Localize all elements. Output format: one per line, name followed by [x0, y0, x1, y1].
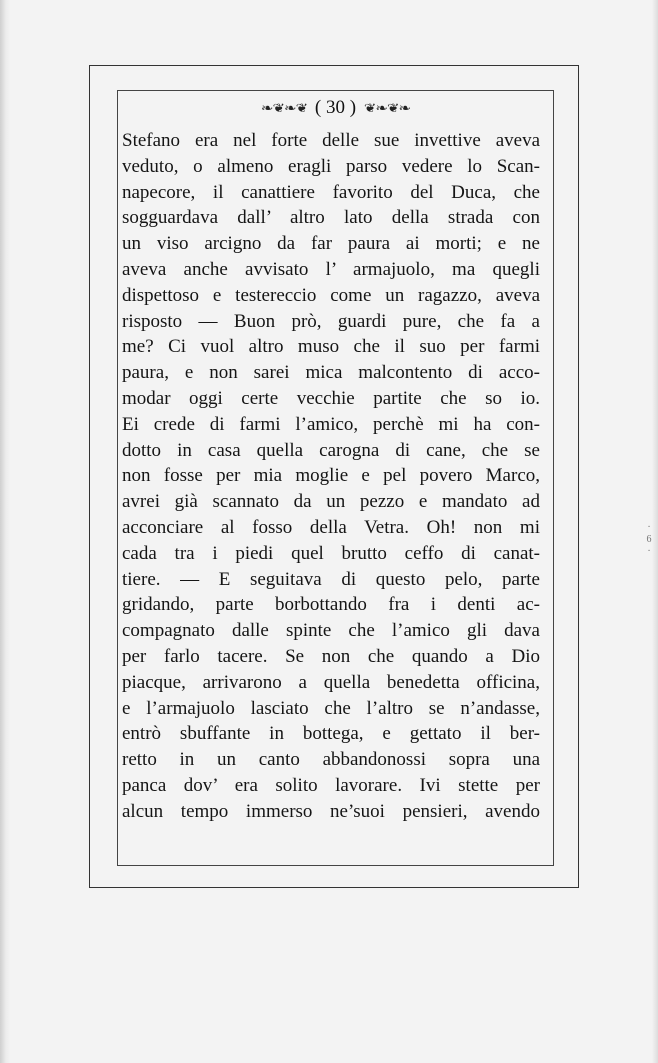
text-line: piacque, arrivarono a quella benedetta officina,: [122, 671, 540, 693]
text-line: tiere. — E seguitava di questo pelo, parte: [122, 568, 540, 590]
text-line: dispettoso e testereccio come un ragazzo, aveva: [122, 284, 540, 306]
margin-mark-char: 6: [646, 534, 652, 545]
text-line: retto in un canto abbandonossi sopra una: [122, 749, 540, 771]
text-line: gridando, parte borbottando fra i denti ac-: [122, 594, 540, 616]
text-line: alcun tempo immerso ne’suoi pensieri, avendo: [122, 800, 540, 822]
text-line: napecore, il canattiere favorito del Duca, che: [122, 181, 540, 203]
text-line: me? Ci vuol altro muso che il suo per farmi: [122, 336, 540, 358]
text-line: cada tra i piedi quel brutto ceffo di canat-: [122, 542, 540, 564]
margin-mark: [644, 522, 654, 558]
text-line: Ei crede di farmi l’amico, perchè mi ha con-: [122, 413, 540, 435]
page-number: ( 30 ): [314, 97, 357, 118]
margin-mark-char: ·: [647, 522, 651, 533]
text-line: entrò sbuffante in bottega, e gettato il ber-: [122, 723, 540, 745]
text-line: un viso arcigno da far paura ai morti; e ne: [122, 233, 540, 255]
text-line: e l’armajuolo lasciato che l’altro se n’andasse,: [122, 697, 540, 719]
text-line: avrei già scannato da un pezzo e mandato ad: [122, 491, 540, 513]
body-text: [122, 128, 540, 825]
page-header: [117, 96, 554, 121]
text-line: veduto, o almeno eragli parso vedere lo Scan-: [122, 155, 540, 177]
text-line: dotto in casa quella carogna di cane, che se: [122, 439, 540, 461]
text-line: compagnato dalle spinte che l’amico gli dava: [122, 620, 540, 642]
text-line: panca dov’ era solito lavorare. Ivi stette per: [122, 774, 540, 796]
ornament-left-icon: ❧❦❧❦: [260, 102, 308, 116]
text-line: non fosse per mia moglie e pel povero Marco,: [122, 465, 540, 487]
text-line: paura, e non sarei mica malcontento di acco-: [122, 362, 540, 384]
text-line: sogguardava dall’ altro lato della strada con: [122, 207, 540, 229]
text-line: Stefano era nel forte delle sue invettive aveva: [122, 130, 540, 151]
text-line: acconciare al fosso della Vetra. Oh! non mi: [122, 516, 540, 538]
text-line: modar oggi certe vecchie partite che so io.: [122, 387, 540, 409]
page-edge-left: [0, 0, 10, 1063]
text-line: aveva anche avvisato l’ armajuolo, ma quegli: [122, 258, 540, 280]
text-line: per farlo tacere. Se non che quando a Dio: [122, 645, 540, 667]
margin-mark-char: ·: [647, 546, 651, 557]
ornament-right-icon: ❦❧❦❧: [363, 102, 411, 116]
text-line: risposto — Buon prò, guardi pure, che fa a: [122, 310, 540, 332]
